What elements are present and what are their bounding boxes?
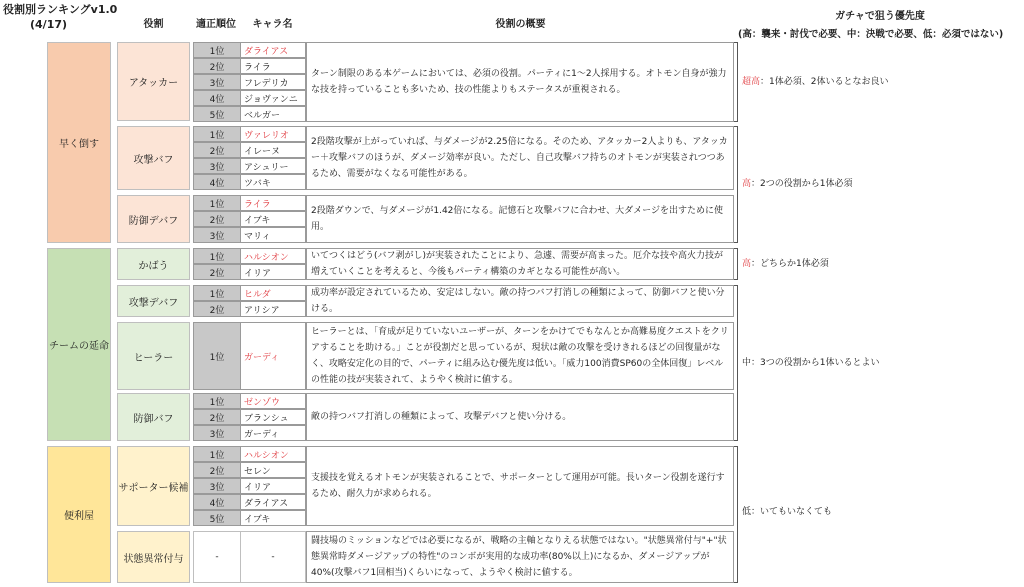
category-fast-kill: 早く倒す bbox=[47, 42, 111, 243]
chara-name: ハルシオン bbox=[240, 248, 306, 264]
chara-name: ガーディ bbox=[240, 322, 306, 390]
chara-name: ダライアス bbox=[240, 494, 306, 510]
rank-cell: 3位 bbox=[193, 227, 241, 243]
role-attacker: アタッカー bbox=[117, 42, 190, 121]
priority-text: ：いてもいなくても bbox=[751, 507, 833, 517]
page-title: 役割別ランキングv1.0 bbox=[3, 3, 118, 16]
rank-cell: - bbox=[193, 531, 241, 583]
rank-cell: 4位 bbox=[193, 494, 241, 510]
priority-survival bbox=[742, 357, 879, 369]
chara-name: ハルシオン bbox=[240, 446, 306, 462]
rank-cell: 3位 bbox=[193, 478, 241, 494]
chara-name: ツバキ bbox=[240, 174, 306, 190]
bracket bbox=[734, 42, 738, 122]
chara-name: イリア bbox=[240, 478, 306, 494]
rank-cell: 2位 bbox=[193, 264, 241, 280]
chara-name: ヴァレリオ bbox=[240, 126, 306, 142]
chara-name: イレーヌ bbox=[240, 142, 306, 158]
priority-level: 高 bbox=[742, 259, 752, 269]
header-rank: 適正順位 bbox=[196, 19, 236, 30]
role-healer: ヒーラー bbox=[117, 322, 190, 390]
role-defense-buff: 防御バフ bbox=[117, 393, 190, 441]
rank-cell: 2位 bbox=[193, 409, 241, 425]
role-summary: 敵の持つバフ打消しの種類によって、攻撃デバフと使い分ける。 bbox=[306, 393, 734, 441]
bracket bbox=[734, 446, 738, 583]
role-summary: 支援技を覚えるオトモンが実装されることで、サポーターとして運用が可能。長いターン役割を遂行するため、耐久力が求められる。 bbox=[306, 446, 734, 526]
role-summary: 2段階攻撃が上がっていれば、与ダメージが2.25倍になる。そのため、アタッカー2人よりも、アタッカー＋攻撃バフのほうが、ダメージ効率が良い。ただし、自己攻撃バフ持ちのオトモンが実装されつつあるため、需要がなくなる可能性がある。 bbox=[306, 126, 734, 190]
chara-name: ベルガー bbox=[240, 106, 306, 122]
rank-cell: 2位 bbox=[193, 58, 241, 74]
bracket bbox=[734, 248, 738, 280]
role-defense-debuff: 防御デバフ bbox=[117, 195, 190, 243]
role-summary: いてつくはどう(バフ剥がし)が実装されたことにより、急遽、需要が高まった。厄介な技や高火力技が増えていくことを考えると、今後もパーティ構築のカギとなる可能性が高い。 bbox=[306, 248, 734, 280]
rank-cell: 1位 bbox=[193, 322, 241, 390]
role-summary: ヒーラーとは、「育成が足りていないユーザーが、ターンをかけてでもなんとか高難易度クエストをクリアすることを助ける。」ことが役割だと思っているが、現状は敵の攻撃を受けきれるほどの回復量がなく、攻略安定化の目的で、パーティに組み込む優先度は低い。「威力100消費SP60の全体回復」レベルの性能の技が実装されて、ようやく検討に値する。 bbox=[306, 322, 734, 390]
role-summary: ターン制限のある本ゲームにおいては、必須の役割。パーティに1〜2人採用する。オトモン自身が強力な技を持っていることも多いため、技の性能よりもステータスが重視される。 bbox=[306, 42, 734, 122]
chara-name: ダライアス bbox=[240, 42, 306, 58]
header-summary: 役割の概要 bbox=[495, 19, 546, 30]
role-supporter: サポーター候補 bbox=[117, 446, 190, 526]
category-utility: 便利屋 bbox=[47, 446, 111, 583]
chara-name: アシュリー bbox=[240, 158, 306, 174]
chara-name: ガーディ bbox=[240, 425, 306, 441]
rank-cell: 1位 bbox=[193, 248, 241, 264]
role-status-ailment: 状態異常付与 bbox=[117, 531, 190, 583]
category-team-survival: チームの延命 bbox=[47, 248, 111, 441]
chara-name: マリィ bbox=[240, 227, 306, 243]
rank-cell: 1位 bbox=[193, 42, 241, 58]
header-role: 役割 bbox=[143, 19, 164, 30]
chara-name: イブキ bbox=[240, 510, 306, 526]
role-attack-buff: 攻撃バフ bbox=[117, 126, 190, 190]
rank-cell: 3位 bbox=[193, 74, 241, 90]
priority-attacker bbox=[742, 76, 888, 88]
priority-level: 超高 bbox=[742, 77, 761, 87]
rank-cell: 2位 bbox=[193, 142, 241, 158]
rank-cell: 2位 bbox=[193, 462, 241, 478]
priority-level: 高 bbox=[742, 179, 752, 189]
chara-name: ジョヴァンニ bbox=[240, 90, 306, 106]
chara-name: ゼンゾウ bbox=[240, 393, 306, 409]
priority-text: ：2つの役割から1体必須 bbox=[751, 179, 853, 189]
rank-cell: 1位 bbox=[193, 195, 241, 211]
page-date: (4/17) bbox=[30, 18, 68, 31]
role-summary: 2段階ダウンで、与ダメージが1.42倍になる。記憶石と攻撃バフに合わせ、大ダメージを出すために使用。 bbox=[306, 195, 734, 243]
header-chara: キャラ名 bbox=[252, 19, 293, 30]
rank-cell: 1位 bbox=[193, 285, 241, 301]
chara-name: セレン bbox=[240, 462, 306, 478]
bracket bbox=[734, 126, 738, 243]
rank-cell: 4位 bbox=[193, 174, 241, 190]
header-priority-sub: (高：襲来・討伐で必要、中：決戦で必要、低：必須ではない) bbox=[738, 29, 1004, 40]
priority-text: ：1体必須、2体いるとなお良い bbox=[760, 77, 889, 87]
rank-cell: 4位 bbox=[193, 90, 241, 106]
role-cover: かばう bbox=[117, 248, 190, 280]
priority-buff-debuff bbox=[742, 178, 852, 190]
priority-text: ：3つの役割から1体いるとよい bbox=[751, 358, 880, 368]
rank-cell: 5位 bbox=[193, 510, 241, 526]
role-attack-debuff: 攻撃デバフ bbox=[117, 285, 190, 317]
rank-cell: 3位 bbox=[193, 425, 241, 441]
chara-name: - bbox=[240, 531, 306, 583]
chara-name: アリシア bbox=[240, 301, 306, 317]
chara-name: ヒルダ bbox=[240, 285, 306, 301]
chara-name: イリア bbox=[240, 264, 306, 280]
rank-cell: 2位 bbox=[193, 211, 241, 227]
chara-name: イブキ bbox=[240, 211, 306, 227]
chara-name: ライラ bbox=[240, 58, 306, 74]
rank-cell: 1位 bbox=[193, 446, 241, 462]
priority-utility bbox=[742, 506, 832, 518]
rank-cell: 3位 bbox=[193, 158, 241, 174]
role-summary: 成功率が設定されているため、安定はしない。敵の持つバフ打消しの種類によって、防御バフと使い分ける。 bbox=[306, 285, 734, 317]
rank-cell: 1位 bbox=[193, 126, 241, 142]
chara-name: フレデリカ bbox=[240, 74, 306, 90]
rank-cell: 1位 bbox=[193, 393, 241, 409]
rank-cell: 2位 bbox=[193, 301, 241, 317]
chara-name: ブランシュ bbox=[240, 409, 306, 425]
priority-cover bbox=[742, 258, 829, 270]
chara-name: ライラ bbox=[240, 195, 306, 211]
rank-cell: 5位 bbox=[193, 106, 241, 122]
header-priority-title: ガチャで狙う優先度 bbox=[835, 11, 925, 22]
priority-level: 中 bbox=[742, 358, 752, 368]
role-summary: 闘技場のミッションなどでは必要になるが、戦略の主軸となりえる状態ではない。"状態異常付与"+"状態異常時ダメージアップの特性"のコンボが実用的な成功率(80%以上)になるか、ダメージアップが40%(攻撃バフ1回相当)くらいになって、ようやく検討に値する。 bbox=[306, 531, 734, 583]
priority-level: 低 bbox=[742, 507, 752, 517]
bracket bbox=[734, 285, 738, 441]
priority-text: ：どちらか1体必須 bbox=[751, 259, 829, 269]
